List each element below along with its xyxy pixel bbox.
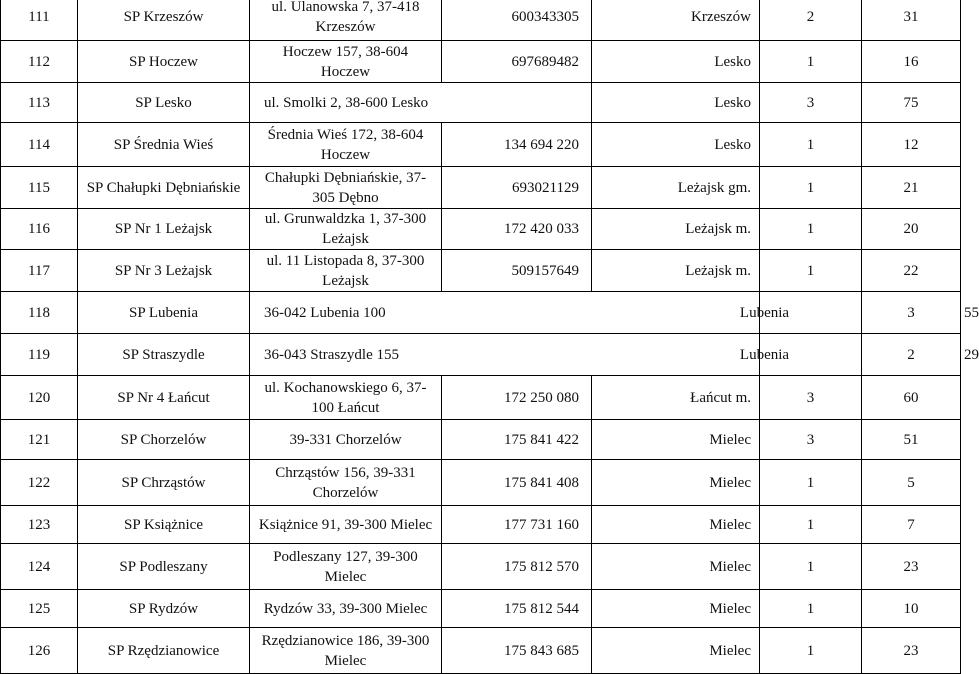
phone: 509157649: [442, 250, 592, 292]
count: 10: [862, 590, 961, 628]
count: 75: [862, 83, 961, 123]
row-number: 126: [1, 628, 78, 674]
school-name: SP Chrząstów: [78, 460, 250, 506]
type: 1: [760, 41, 862, 83]
table-row: [1, 41, 961, 83]
table-row: [1, 420, 961, 460]
table-row: [1, 83, 961, 123]
count: 23: [862, 628, 961, 674]
school-address: [250, 250, 442, 292]
table-row: [1, 0, 961, 41]
school-name: SP Średnia Wieś: [78, 123, 250, 167]
type: 3: [862, 292, 961, 334]
district: Lesko: [592, 83, 760, 123]
district: Leżajsk m.: [592, 250, 760, 292]
phone: 693021129: [442, 167, 592, 209]
school-address: [250, 628, 442, 674]
row-number: 119: [1, 334, 78, 376]
school-address: 36-042 Lubenia 100: [250, 292, 760, 334]
school-address: [250, 544, 442, 590]
type: 1: [760, 209, 862, 250]
type: 1: [760, 590, 862, 628]
address-line: Hoczew: [320, 63, 371, 80]
school-address: 39-331 Chorzelów: [250, 420, 442, 460]
phone: 175 841 422: [442, 420, 592, 460]
school-address: [250, 167, 442, 209]
count: 16: [862, 41, 961, 83]
school-name: SP Podleszany: [78, 544, 250, 590]
type: 3: [760, 83, 862, 123]
district: Lesko: [592, 123, 760, 167]
district: Mielec: [592, 420, 760, 460]
address-line: Chrząstów 156, 39-331: [275, 464, 416, 481]
type: 3: [760, 420, 862, 460]
school-name: SP Książnice: [78, 506, 250, 544]
count: 51: [862, 420, 961, 460]
row-number: 124: [1, 544, 78, 590]
type: 2: [862, 334, 961, 376]
district: Lesko: [592, 41, 760, 83]
school-address: [250, 460, 442, 506]
table-row: [1, 460, 961, 506]
row-number: 114: [1, 123, 78, 167]
district: Łańcut m.: [592, 376, 760, 420]
row-number: 122: [1, 460, 78, 506]
school-address: [250, 41, 442, 83]
phone: 697689482: [442, 41, 592, 83]
address-line: Leżajsk: [322, 272, 369, 289]
row-number: 115: [1, 167, 78, 209]
address-line: 305 Dębno: [312, 189, 379, 206]
row-number: 117: [1, 250, 78, 292]
count: 20: [862, 209, 961, 250]
address-line: 100 Łańcut: [311, 399, 380, 416]
school-name: SP Straszydle: [78, 334, 250, 376]
row-number: 123: [1, 506, 78, 544]
address-line: Rzędzianowice 186, 39-300: [261, 632, 430, 649]
phone: 175 843 685: [442, 628, 592, 674]
phone: 172 250 080: [442, 376, 592, 420]
count: 21: [862, 167, 961, 209]
school-name: SP Hoczew: [78, 41, 250, 83]
table-row: 118 SP Lubenia 36-042 Lubenia 100 Lubenia 3 55: [1, 292, 961, 334]
school-address: [250, 209, 442, 250]
address-line: Średnia Wieś 172, 38-604: [267, 126, 424, 143]
district: Mielec: [592, 628, 760, 674]
type: 1: [760, 123, 862, 167]
type: 3: [760, 376, 862, 420]
address-line: ul. 11 Listopada 8, 37-300: [266, 252, 425, 269]
address-line: Mielec: [324, 568, 367, 585]
row-number: 125: [1, 590, 78, 628]
row-number: 120: [1, 376, 78, 420]
district: Leżajsk gm.: [592, 167, 760, 209]
type: 1: [760, 460, 862, 506]
table-row: [1, 376, 961, 420]
address-line: ul. Ulanowska 7, 37-418: [271, 0, 420, 15]
type: 1: [760, 250, 862, 292]
school-name: SP Rzędzianowice: [78, 628, 250, 674]
type: 1: [760, 506, 862, 544]
school-name: SP Rydzów: [78, 590, 250, 628]
school-name: SP Nr 3 Leżajsk: [78, 250, 250, 292]
type: 1: [760, 628, 862, 674]
district: Mielec: [592, 460, 760, 506]
school-address: Rydzów 33, 39-300 Mielec: [250, 590, 442, 628]
table-row: [1, 167, 961, 209]
type: 1: [760, 167, 862, 209]
address-line: Hoczew: [320, 146, 371, 163]
table-row: [1, 628, 961, 674]
school-address: Książnice 91, 39-300 Mielec: [250, 506, 442, 544]
table-row: [1, 590, 961, 628]
count: 22: [862, 250, 961, 292]
address-line: Chorzelów: [312, 484, 379, 501]
address-line: ul. Kochanowskiego 6, 37-: [264, 379, 427, 396]
district: Krzeszów: [592, 0, 760, 41]
school-name: SP Nr 4 Łańcut: [78, 376, 250, 420]
school-address: [250, 123, 442, 167]
type: 2: [760, 0, 862, 41]
table-row: 119 SP Straszydle 36-043 Straszydle 155 Lubenia 2 29: [1, 334, 961, 376]
phone: 175 841 408: [442, 460, 592, 506]
table-row: [1, 250, 961, 292]
phone: 177 731 160: [442, 506, 592, 544]
table-row: [1, 209, 961, 250]
school-address: [250, 0, 442, 41]
district: Mielec: [592, 506, 760, 544]
phone: 175 812 570: [442, 544, 592, 590]
school-name: SP Lubenia: [78, 292, 250, 334]
address-line: Mielec: [324, 652, 367, 669]
district: Lubenia: [714, 334, 816, 376]
table-row: [1, 123, 961, 167]
phone: 172 420 033: [442, 209, 592, 250]
school-name: SP Chałupki Dębniańskie: [78, 167, 250, 209]
address-line: Chałupki Dębniańskie, 37-: [264, 169, 427, 186]
district: Lubenia: [714, 292, 816, 334]
row-number: 116: [1, 209, 78, 250]
address-line: Hoczew 157, 38-604: [282, 43, 409, 60]
count: 7: [862, 506, 961, 544]
count: 60: [862, 376, 961, 420]
row-number: 118: [1, 292, 78, 334]
type: 1: [760, 544, 862, 590]
school-name: SP Chorzelów: [78, 420, 250, 460]
address-line: ul. Grunwaldzka 1, 37-300: [264, 211, 427, 227]
count: 23: [862, 544, 961, 590]
count: 31: [862, 0, 961, 41]
phone: 175 812 544: [442, 590, 592, 628]
phone: 134 694 220: [442, 123, 592, 167]
row-number: 111: [1, 0, 78, 41]
district: Leżajsk m.: [592, 209, 760, 250]
address-line: Krzeszów: [315, 18, 376, 35]
row-number: 112: [1, 41, 78, 83]
count: 12: [862, 123, 961, 167]
table-row: [1, 506, 961, 544]
school-address: [250, 376, 442, 420]
count: 5: [862, 460, 961, 506]
school-address: 36-043 Straszydle 155: [250, 334, 760, 376]
school-address: ul. Smolki 2, 38-600 Lesko: [250, 83, 592, 123]
district: Mielec: [592, 590, 760, 628]
school-name: SP Krzeszów: [78, 0, 250, 41]
row-number: 121: [1, 420, 78, 460]
address-line: Podleszany 127, 39-300: [273, 548, 418, 565]
table-row: [1, 544, 961, 590]
phone: 600343305: [442, 0, 592, 41]
district: Mielec: [592, 544, 760, 590]
row-number: 113: [1, 83, 78, 123]
school-name: SP Nr 1 Leżajsk: [78, 209, 250, 250]
school-name: SP Lesko: [78, 83, 250, 123]
address-line: Leżajsk: [322, 231, 369, 247]
